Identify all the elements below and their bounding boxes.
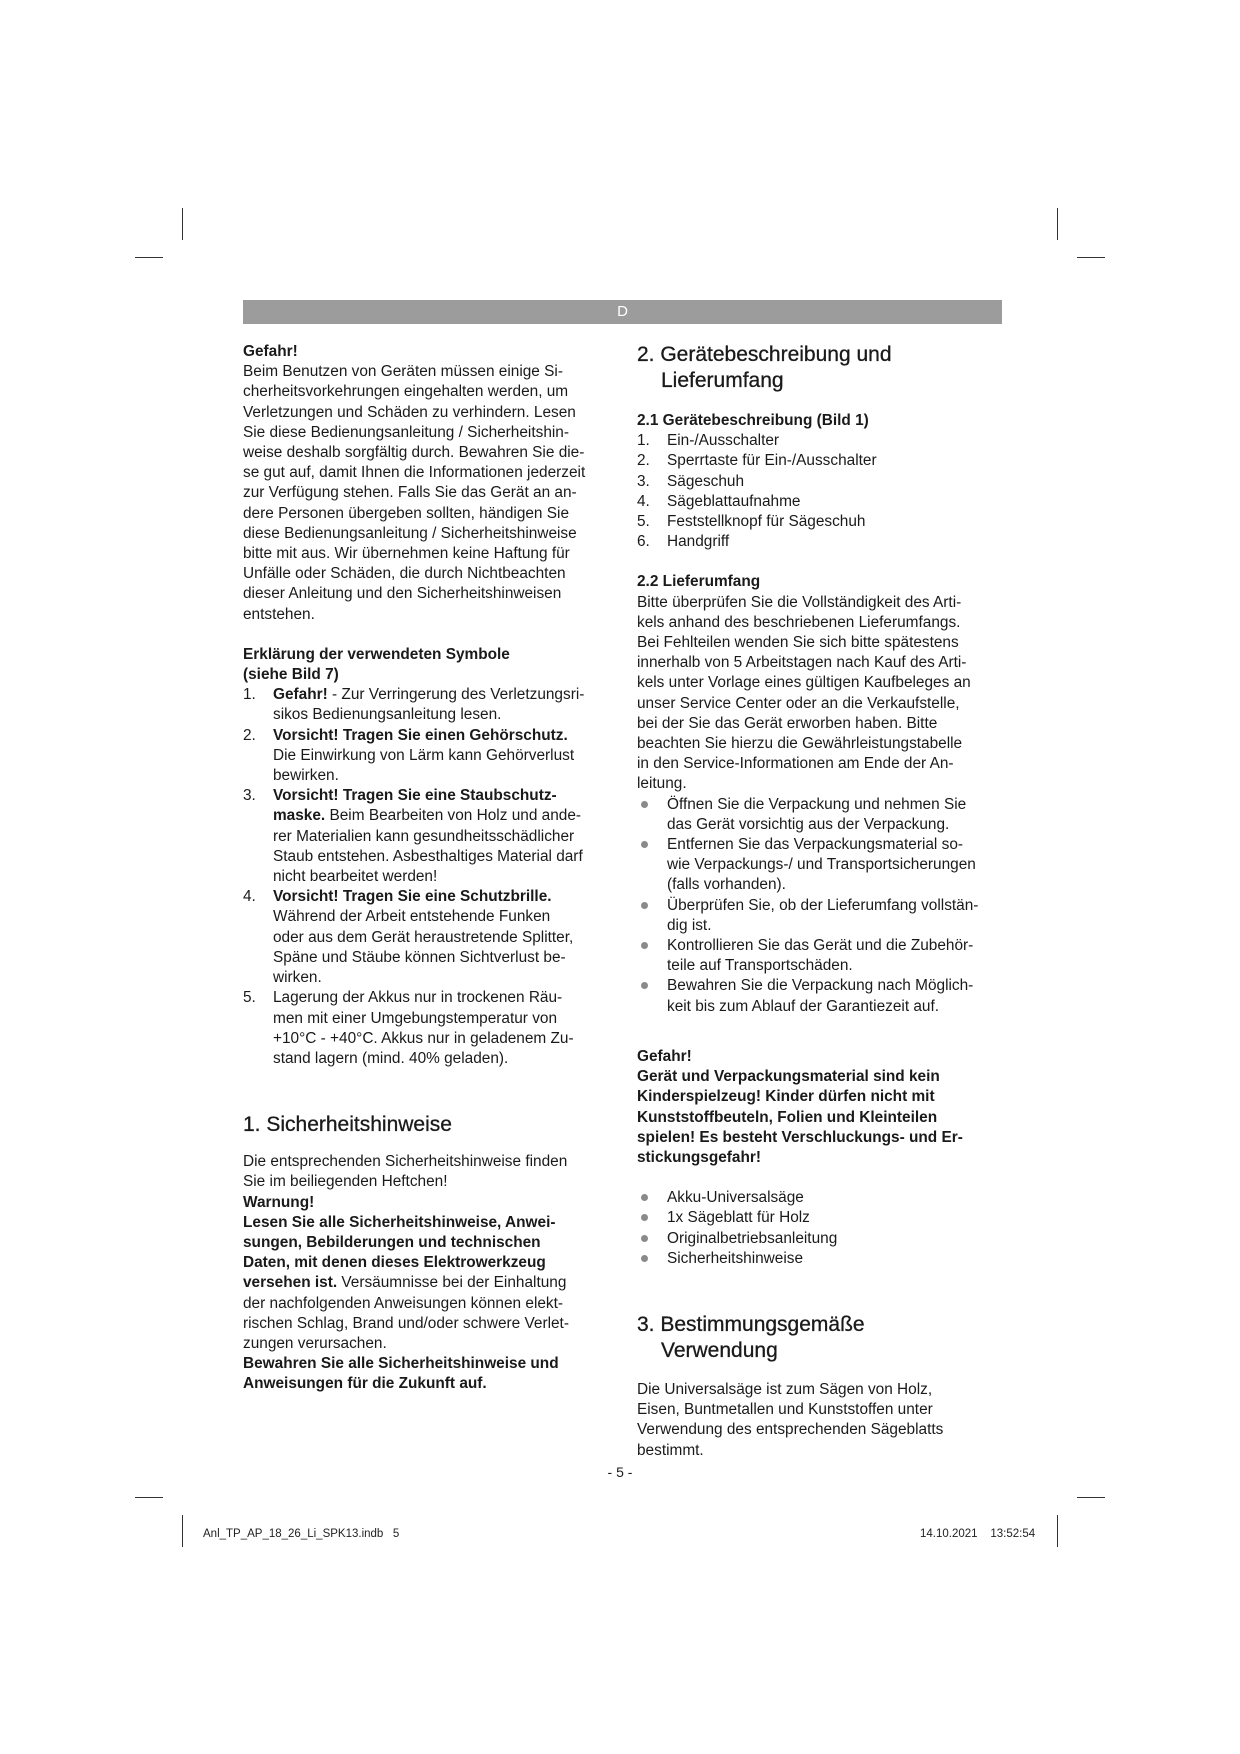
item-bold: Vorsicht! Tragen Sie eine Schutzbrille. [273,888,552,906]
item-text: keit bis zum Ablauf der Garantiezeit auf. [667,997,940,1015]
item-text: men mit einer Umgebungstemperatur von [273,1009,558,1027]
item-text: Handgriff [667,533,730,551]
crop-mark [1057,1515,1058,1547]
language-header-bar [243,300,1002,324]
danger-paragraph [243,362,608,625]
item-number: 1. [637,432,650,450]
item-number: 4. [243,888,256,906]
heading-line: Lieferumfang [661,369,784,392]
item-number: 3. [637,472,650,490]
list-item [637,1188,1002,1208]
danger-line: Kunststoffbeuteln, Folien und Kleinteilen [637,1108,938,1126]
list-item [243,887,608,988]
item-number: 5. [637,513,650,531]
list-item [637,1208,1002,1228]
list-item [637,976,1002,1016]
warning-title: Warnung! [243,1193,315,1211]
crop-mark [1057,208,1058,240]
list-item [243,685,608,725]
item-text: Kontrollieren Sie das Gerät und die Zubehör- [667,937,974,955]
list-item [637,1229,1002,1249]
crop-mark [182,208,183,240]
list-item [637,936,1002,976]
item-text: nicht bearbeitet werden! [273,868,438,886]
item-text: Überprüfen Sie, ob der Lieferumfang vollstän- [667,896,979,914]
item-bold: Vorsicht! Tragen Sie einen Gehörschutz. [273,726,568,744]
crop-mark [1077,1497,1105,1498]
item-number: 6. [637,533,650,551]
symbols-list [243,685,608,1069]
bullet-icon [641,841,648,848]
list-item [637,431,1002,451]
list-item [637,835,1002,896]
bullet-icon [641,1214,648,1221]
item-text: stand lagern (mind. 40% geladen). [273,1049,509,1067]
list-item [637,1249,1002,1269]
danger-line: spielen! Es besteht Verschluckungs- und Er- [637,1128,963,1146]
symbols-title-ref: (siehe Bild 7) [243,666,339,684]
text-line: kels anhand des beschriebenen Lieferumfangs. [637,613,961,631]
item-text: teile auf Transportschäden. [667,957,853,975]
text-line: beachten Sie hierzu die Gewährleistungstabelle [637,735,963,753]
bullet-icon [641,1194,648,1201]
list-item [637,512,1002,532]
unpacking-steps-list [637,795,1002,1017]
text-line: zungen verursachen. [243,1334,387,1352]
section-2-heading [637,342,1002,394]
text-line: Versäumnisse bei der Einhaltung [337,1274,567,1292]
text-line: Verletzungen und Schäden zu verhindern. Lesen [243,403,576,421]
file-name: Anl_TP_AP_18_26_Li_SPK13.indb 5 [203,1528,400,1540]
text-line: diese Bedienungsanleitung / Sicherheitshinweise [243,524,577,542]
danger-line: Gerät und Verpackungsmaterial sind kein [637,1068,940,1086]
text-line: entstehen. [243,605,315,623]
language-code: D [617,303,628,320]
page-number: - 5 - [607,1464,633,1480]
delivery-paragraph [637,593,1002,795]
heading-line: 2. Gerätebeschreibung und [637,343,892,366]
item-bold: Vorsicht! Tragen Sie eine Staubschutz- [273,787,557,805]
bullet-icon [641,982,648,989]
danger-line: Kinderspielzeug! Kinder dürfen nicht mit [637,1088,935,1106]
item-text: wie Verpackungs-/ und Transportsicherungen [667,856,976,874]
text-line: dere Personen übergeben sollten, händigen Sie [243,504,570,522]
right-column [637,342,1002,1461]
item-number: 1. [243,686,256,704]
item-number: 2. [637,452,650,470]
danger-title: Gefahr! [243,343,298,360]
item-text: Akku-Universalsäge [667,1189,804,1207]
text-line: unser Service Center oder an die Verkaufstelle, [637,694,960,712]
bullet-icon [641,801,648,808]
subsection-2-1-heading: 2.1 Gerätebeschreibung (Bild 1) [637,412,869,429]
section-3-heading [637,1312,1002,1364]
keep-instruction: Bewahren Sie alle Sicherheitshinweise und [243,1355,559,1373]
file-slug [203,1528,399,1540]
item-text: Staub entstehen. Asbesthaltiges Material darf [273,847,583,865]
text-line: zur Verfügung stehen. Falls Sie das Gerät an an- [243,484,577,502]
text-line: Sie im beiliegenden Heftchen! [243,1173,448,1191]
text-line: Sie diese Bedienungsanleitung / Sicherheitshin- [243,423,569,441]
item-text: Feststellknopf für Sägeschuh [667,513,866,531]
warning-bold-line: versehen ist. [243,1274,338,1292]
bullet-icon [641,942,648,949]
item-text: Lagerung der Akkus nur in trockenen Räu- [273,989,563,1007]
keep-instruction: Anweisungen für die Zukunft auf. [243,1375,487,1393]
item-text: Sicherheitshinweise [667,1249,804,1267]
item-text: Öffnen Sie die Verpackung und nehmen Sie [667,795,967,813]
item-text: Späne und Stäube können Sichtverlust be- [273,948,566,966]
item-bold: maske. [273,807,326,825]
list-item [637,532,1002,552]
item-text: Die Einwirkung von Lärm kann Gehörverlust [273,746,575,764]
list-item [243,988,608,1069]
parts-list [637,431,1002,552]
item-text: +10°C - +40°C. Akkus nur in geladenem Zu- [273,1029,574,1047]
text-line: Bitte überprüfen Sie die Vollständigkeit des Arti- [637,593,962,611]
item-text: dig ist. [667,916,712,934]
list-item [637,492,1002,512]
text-line: bitte mit aus. Wir übernehmen keine Haftung für [243,545,570,563]
symbols-title: Erklärung der verwendeten Symbole [243,645,510,663]
item-text: Originalbetriebsanleitung [667,1229,838,1247]
warning-bold-line: Lesen Sie alle Sicherheitshinweise, Anwei- [243,1213,556,1231]
list-item [637,795,1002,835]
item-text: Entfernen Sie das Verpackungsmaterial so- [667,836,964,854]
text-line: kels unter Vorlage eines gültigen Kaufbeleges an [637,674,971,692]
heading-line: Verwendung [661,1338,778,1362]
item-text: oder aus dem Gerät heraustretende Splitter, [273,928,574,946]
text-line: Bei Fehlteilen wenden Sie sich bitte spätestens [637,634,959,652]
text-line: Eisen, Buntmetallen und Kunststoffen unter [637,1401,933,1419]
text-line: Unfälle oder Schäden, die durch Nichtbeachten [243,565,566,583]
print-timestamp [920,1528,1035,1540]
item-text: bewirken. [273,767,339,785]
text-line: in den Service-Informationen am Ende der An- [637,755,954,773]
print-date: 14.10.2021 [920,1528,978,1540]
item-text: wirken. [273,969,322,987]
danger-title: Gefahr! [637,1047,692,1065]
text-line: se gut auf, damit Ihnen die Informationen jederzeit [243,464,586,482]
item-number: 2. [243,726,256,744]
item-text: Beim Bearbeiten von Holz und ande- [325,807,582,825]
crop-mark [182,1515,183,1547]
item-text: Während der Arbeit entstehende Funken [273,908,551,926]
item-text: Sägeblattaufnahme [667,492,801,510]
text-line: leitung. [637,775,687,793]
text-line: cherheitsvorkehrungen eingehalten werden, um [243,383,569,401]
list-item [637,896,1002,936]
text-line: Die entsprechenden Sicherheitshinweise finden [243,1153,568,1171]
item-text: Sperrtaste für Ein-/Ausschalter [667,452,877,470]
section-1-heading: 1. Sicherheitshinweise [243,1113,452,1137]
print-time: 13:52:54 [990,1528,1036,1540]
text-line: bei der Sie das Gerät erworben haben. Bitte [637,714,938,732]
item-number: 4. [637,492,650,510]
list-item [637,451,1002,471]
text-line: Verwendung des entsprechenden Sägeblatts [637,1421,944,1439]
item-text: 1x Sägeblatt für Holz [667,1209,810,1227]
text-line: Beim Benutzen von Geräten müssen einige Si- [243,363,563,381]
item-bold: Gefahr! [273,686,328,704]
item-text: - Zur Verringerung des Verletzungsri- [327,686,585,704]
crop-mark [135,1497,163,1498]
danger-line: stickungsgefahr! [637,1148,762,1166]
crop-mark [135,257,163,258]
warning-bold-line: Daten, mit denen dieses Elektrowerkzeug [243,1254,546,1272]
crop-mark [1077,257,1105,258]
subsection-2-2-heading: 2.2 Lieferumfang [637,573,761,591]
list-item [243,726,608,787]
item-number: 3. [243,787,256,805]
bullet-icon [641,902,648,909]
list-item [243,786,608,887]
item-number: 5. [243,989,256,1007]
heading-line: 3. Bestimmungsgemäße [637,1312,865,1336]
text-line: dieser Anleitung und den Sicherheitshinweisen [243,585,562,603]
list-item [637,472,1002,492]
item-text: Ein-/Ausschalter [667,432,780,450]
item-text: rer Materialien kann gesundheitsschädlicher [273,827,575,845]
bullet-icon [641,1235,648,1242]
text-line: bestimmt. [637,1441,704,1459]
item-text: (falls vorhanden). [667,876,786,894]
text-line: weise deshalb sorgfältig durch. Bewahren Sie die- [243,444,585,462]
text-line: rischen Schlag, Brand und/oder schwere Verlet- [243,1314,569,1332]
text-line: der nachfolgenden Anweisungen können elekt- [243,1294,564,1312]
warning-bold-line: sungen, Bebilderungen und technischen [243,1233,541,1251]
item-text: Sägeschuh [667,472,745,490]
text-line: Die Universalsäge ist zum Sägen von Holz, [637,1380,933,1398]
item-text: das Gerät vorsichtig aus der Verpackung. [667,815,950,833]
item-text: Bewahren Sie die Verpackung nach Möglich- [667,977,974,995]
bullet-icon [641,1255,648,1262]
text-line: innerhalb von 5 Arbeitstagen nach Kauf des Arti- [637,654,967,672]
item-text: sikos Bedienungsanleitung lesen. [273,706,502,724]
contents-list [637,1188,1002,1269]
left-column [243,342,608,1395]
